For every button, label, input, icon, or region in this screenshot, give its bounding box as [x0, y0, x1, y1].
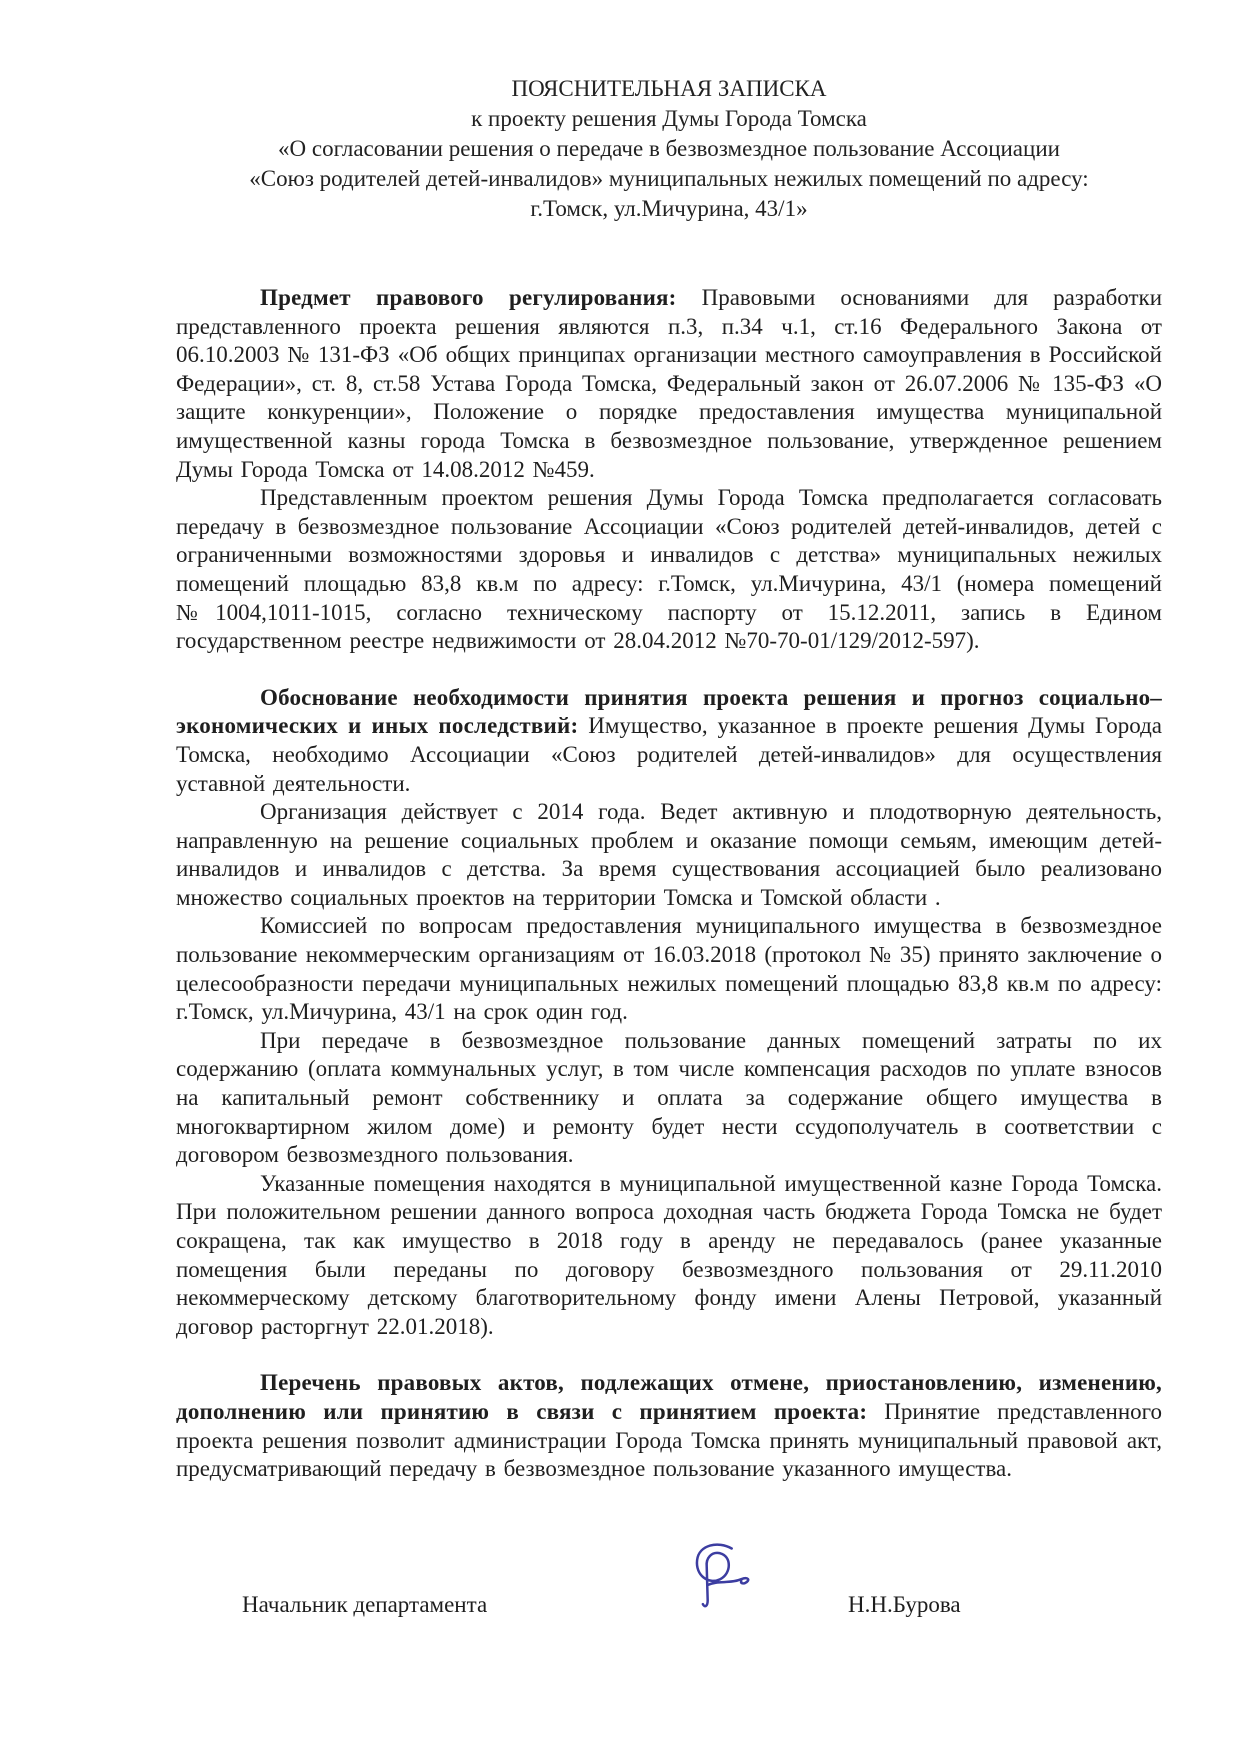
- paragraph-text: Комиссией по вопросам предоставления муниципального имущества в безвозмездное пользование некоммерческим организациям от 16.03.2018 (протокол № 35) принято заключение о целесообразности передачи муниципальных нежилых помещений площадью 83,8 кв.м по адресу: г.Томск, ул.Мичурина, 43/1 на срок один год.: [176, 913, 1162, 1025]
- paragraph-commission-conclusion: [176, 912, 1162, 1026]
- paragraph-text: Принятие представленного проекта решения позволит администрации Города Томска принять муниципальный правовой акт, предусматривающий передачу в безвозмездное пользование указанного имущества.: [176, 1398, 1163, 1482]
- paragraph-organization-activity: [176, 798, 1162, 912]
- paragraph-subject-of-regulation: [176, 284, 1162, 484]
- paragraph-maintenance-costs: [176, 1027, 1162, 1170]
- paragraph-text: Организация действует с 2014 года. Ведет активную и плодотворную деятельность, направленную на решение социальных проблем и оказание помощи семьям, имеющим детей-инвалидов и инвалидов с детства. За время существования ассоциацией было реализовано множество социальных проектов на территории Томска и Томской области .: [176, 799, 1162, 910]
- paragraph-text: Правовыми основаниями для разработки представленного проекта решения являются п.3, п.34 ч.1, ст.16 Федерального Закона от 06.10.2003 № 131-ФЗ «Об общих принципах организации местного самоуправления в Российской Федерации», ст. 8, ст.58 Устава Города Томска, Федеральный закон от 26.07.2006 № 135-ФЗ «О защите конкуренции», Положение о порядке предоставления имущества муниципальной имущественной казны города Томска в безвозмездное пользование, утвержденное решением Думы Города Томска от 14.08.2012 №459.: [176, 285, 1163, 482]
- paragraph-justification: [176, 684, 1162, 798]
- paragraph-text: Представленным проектом решения Думы Города Томска предполагается согласовать передачу в безвозмездное пользование Ассоциации «Союз родителей детей-инвалидов, детей с ограниченными возможностями здоровья и инвалидов с детства» муниципальных нежилых помещений площадью 83,8 кв.м по адресу: г.Томск, ул.Мичурина, 43/1 (номера помещений №1004,1011-1015, согласно техническому паспорту от 15.12.2011, запись в Едином государственном реестре недвижимости от 28.04.2012 №70-70-01/129/2012-597).: [176, 485, 1162, 654]
- signatory-position-label: Начальник департамента: [242, 1591, 488, 1617]
- paragraph-legal-acts-list: [176, 1369, 1162, 1483]
- signatory-name: Н.Н.Бурова: [848, 1591, 961, 1617]
- document-body: [176, 284, 1162, 1484]
- section-lead-legal-acts: Перечень правовых актов, подлежащих отмене, приостановлению, изменению, дополнению или принятию в связи с принятием проекта:: [176, 1370, 1162, 1424]
- paragraph-text: Имущество, указанное в проекте решения Думы Города Томска, необходимо Ассоциации «Союз родителей детей-инвалидов» для осуществления уставной деятельности.: [176, 713, 1162, 796]
- paragraph-text: Указанные помещения находятся в муниципальной имущественной казне Города Томска. При положительном решении данного вопроса доходная часть бюджета Города Томска не будет сокращена, так как имущество в 2018 году в аренду не передавалось (ранее указанные помещения были переданы по договору безвозмездного пользования от 29.11.2010 некоммерческому детскому благотворительному фонду имени Алены Петровой, указанный договор расторгнут 22.01.2018).: [176, 1170, 1162, 1339]
- section-lead-subject: Предмет правового регулирования:: [260, 285, 677, 310]
- paragraph-draft-decision: [176, 484, 1162, 656]
- paragraph-municipal-treasury: [176, 1170, 1162, 1342]
- title-line-decision: «О согласовании решения о передаче в безвозмездное пользование Ассоциации: [278, 136, 1060, 161]
- title-line-subject: к проекту решения Думы Города Томска: [471, 106, 867, 131]
- title-line-address: г.Томск, ул.Мичурина, 43/1»: [530, 196, 808, 221]
- section-lead-justification: Обоснование необходимости принятия проекта решения и прогноз социально–экономических и иных последствий:: [176, 684, 1162, 739]
- signature-block: [176, 1526, 1162, 1656]
- document-header: [176, 74, 1162, 224]
- paragraph-text: При передаче в безвозмездное пользование данных помещений затраты по их содержанию (оплата коммунальных услуг, в том числе компенсация расходов по уплате взносов на капитальный ремонт собственнику и оплата за содержание общего имущества в многоквартирном жилом доме) и ремонту будет нести ссудополучатель в соответствии с договором безвозмездного пользования.: [176, 1027, 1162, 1168]
- title-line-association: «Союз родителей детей-инвалидов» муниципальных нежилых помещений по адресу:: [249, 166, 1089, 191]
- signature-ink: [676, 1540, 772, 1628]
- document-title: ПОЯСНИТЕЛЬНАЯ ЗАПИСКА: [511, 76, 827, 101]
